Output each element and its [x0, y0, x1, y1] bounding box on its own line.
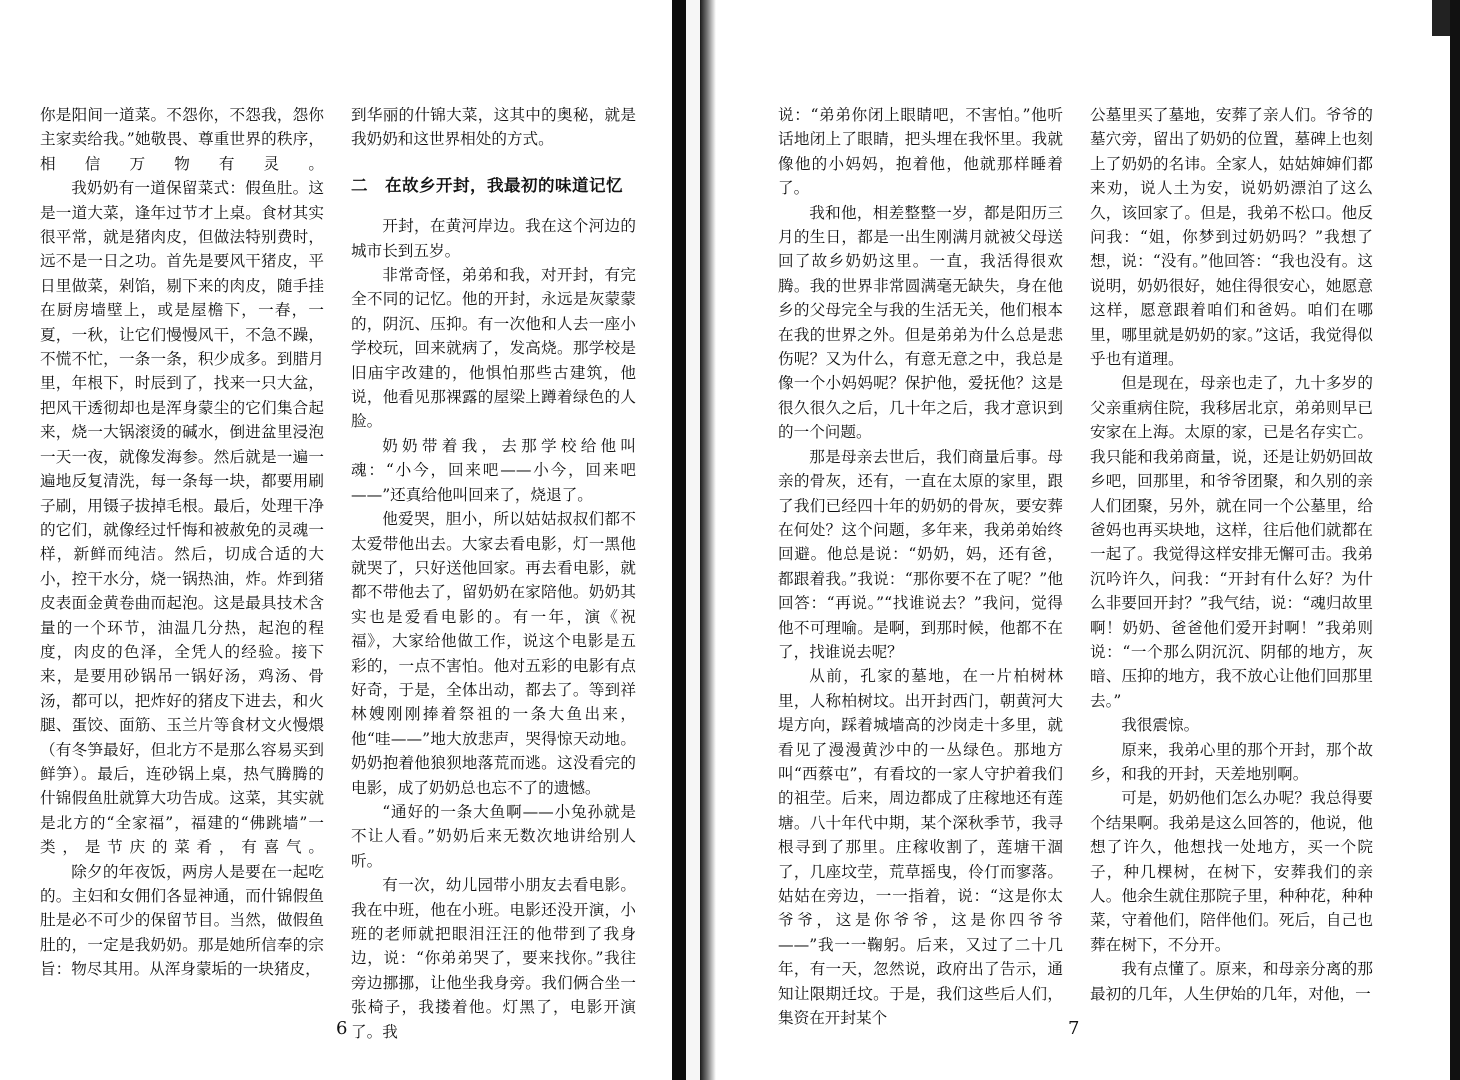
paragraph: 到华丽的什锦大菜，这其中的奥秘，就是我奶奶和这世界相处的方式。 [351, 106, 636, 149]
paragraph: 我和他，相差整整一岁，都是阳历三月的生日，都是一出生刚满月就被父母送回了故乡奶奶这里。一直，我活得很欢腾。我的世界非常圆满毫无缺失，身在他乡的父母完全与我的生活无关，他们根本在我的世界之外。但是弟弟为什么总是悲伤呢？又为什么，有意无意之中，我总是像一个小妈妈呢？保护他，爱抚他？这是很久很久之后，几十年之后，我才意识到的一个问题。 [778, 203, 1063, 442]
scan-edge-mark [1432, 0, 1450, 36]
paragraph: 奶奶带着我，去那学校给他叫魂：“小今，回来吧——小今，回来吧——”还真给他叫回来了，烧退了。 [351, 436, 636, 504]
paragraph: “通好的一条大鱼啊——小兔孙就是不让人看。”奶奶后来无数次地讲给别人听。 [351, 802, 636, 870]
paragraph: 可是，奶奶他们怎么办呢？我总得要个结果啊。我弟是这么回答的，他说，他想了许久，他想找一处地方，买一个院子，种几棵树，在树下，安葬我们的亲人。他余生就住那院子里，种种花，种种菜，守着他们，陪伴他们。死后，自己也葬在树下，不分开。 [1090, 789, 1373, 954]
paragraph: 说：“弟弟你闭上眼睛吧，不害怕。”他听话地闭上了眼睛，把头埋在我怀里。我就像他的小妈妈，抱着他，他就那样睡着了。 [778, 106, 1063, 198]
paragraph: 从前，孔家的墓地，在一片柏树林里，人称柏树坟。出开封西门，朝黄河大堤方向，踩着城墙高的沙岗走十多里，就看见了漫漫黄沙中的一丛绿色。那地方叫“西蔡屯”，有看坟的一家人守护着我们的祖茔。后来，周边都成了庄稼地还有莲塘。八十年代中期，某个深秋季节，我寻根寻到了那里。庄稼收割了，莲塘干涸了，几座坟茔，荒草摇曳，伶仃而寥落。姑姑在旁边，一一指着，说：“这是你太爷爷，这是你爷爷，这是你四爷爷——”我一一鞠躬。后来，又过了二十几年，有一天，忽然说，政府出了告示，通知让限期迁坟。于是，我们这些后人们，集资在开封某个 [778, 667, 1063, 1028]
left-page [0, 0, 672, 1080]
left-page-column-2 [351, 103, 636, 1044]
paragraph: 你是阳间一道菜。不怨你，不怨我，怨你主家卖给我。”她敬畏、尊重世界的秩序，相信万物有灵。 [40, 106, 324, 173]
paragraph: 有一次，幼儿园带小朋友去看电影。我在中班，他在小班。电影还没开演，小班的老师就把眼泪汪汪的他带到了我身边，说：“你弟弟哭了，要来找你。”我往旁边挪挪，让他坐我身旁。我们俩合坐一张椅子，我搂着他。灯黑了，电影开演了。我 [351, 876, 636, 1041]
paragraph: 我有点懂了。原来，和母亲分离的那最初的几年，人生伊始的几年，对他，一 [1090, 960, 1373, 1003]
paragraph: 我很震惊。 [1121, 716, 1200, 735]
left-page-column-1 [40, 103, 324, 982]
paragraph: 那是母亲去世后，我们商量后事。母亲的骨灰，还有，一直在太原的家里，跟了我们已经四十年的奶奶的骨灰，要安葬在何处？这个问题，多年来，我弟弟始终回避。他总是说：“奶奶，妈，还有爸，都跟着我。”我说：“那你要不在了呢？”他回答：“再说。”“找谁说去？”我问，觉得他不可理喻。是啊，到那时候，他都不在了，找谁说去呢？ [778, 447, 1063, 661]
paragraph: 但是现在，母亲也走了，九十多岁的父亲重病住院，我移居北京，弟弟则早已安家在上海。太原的家，已是名存实亡。我只能和我弟商量，说，还是让奶奶回故乡吧，回那里，和爷爷团聚，和久别的亲人们团聚，另外，就在同一个公墓里，给爸妈也再买块地，这样，往后他们就都在一起了。我觉得这样安排无懈可击。我弟沉吟许久，问我：“开封有什么好？为什么非要回开封？”我气结，说：“魂归故里啊！奶奶、爸爸他们爱开封啊！”我弟则说：“一个那么阴沉沉、阴郁的地方，灰暗、压抑的地方，我不放心让他们回那里去。” [1090, 374, 1373, 710]
right-page [716, 0, 1460, 1080]
paragraph: 公墓里买了墓地，安葬了亲人们。爷爷的墓穴旁，留出了奶奶的位置，墓碑上也刻上了奶奶的名讳。全家人，姑姑婶婶们都来劝，说人土为安，说奶奶漂泊了这么久，该回家了。但是，我弟不松口。他反问我：“姐，你梦到过奶奶吗？”我想了想，说：“没有。”他回答：“我也没有。这说明，奶奶很好，她住得很安心，她愿意这样，愿意跟着咱们和爸妈。咱们在哪里，哪里就是奶奶的家。”这话，我觉得似乎也有道理。 [1090, 106, 1373, 369]
scan-edge [1450, 0, 1460, 1080]
book-spine-shadow [672, 0, 686, 1080]
paragraph: 他爱哭，胆小，所以姑姑叔叔们都不太爱带他出去。大家去看电影，灯一黑他就哭了，只好送他回家。再去看电影，就都不带他去了，留奶奶在家陪他。奶奶其实也是爱看电影的。有一年，演《祝福》，大家给他做工作，说这个电影是五彩的，一点不害怕。他对五彩的电影有点好奇，于是，全体出动，都去了。等到祥林嫂刚刚捧着祭祖的一条大鱼出来，他“哇——”地大放悲声，哭得惊天动地。奶奶抱着他狼狈地落荒而逃。这没看完的电影，成了奶奶总也忘不了的遗憾。 [351, 510, 636, 797]
page-number-right: 7 [1068, 1018, 1080, 1039]
paragraph: 开封，在黄河岸边。我在这个河边的城市长到五岁。 [351, 217, 636, 260]
paragraph: 除夕的年夜饭，两房人是要在一起吃的。主妇和女佣们各显神通，而什锦假鱼肚是必不可少的保留节目。当然，做假鱼肚的，一定是我奶奶。那是她所信奉的宗旨：物尽其用。从浑身蒙垢的一块猪皮， [40, 862, 324, 979]
right-page-column-1 [778, 103, 1063, 1030]
book-gutter [686, 0, 700, 1080]
paragraph: 我奶奶有一道保留菜式：假鱼肚。这是一道大菜，逢年过节才上桌。食材其实很平常，就是猪肉皮，但做法特别费时，远不是一日之功。首先是要风干猪皮，平日里做菜，剁馅，剔下来的肉皮，随手挂在厨房墙壁上，或是屋檐下，一春，一夏，一秋，让它们慢慢风干，不急不躁，不慌不忙，一条一条，积少成多。到腊月里，年根下，时辰到了，找来一只大盆，把风干透彻却也是浑身蒙尘的它们集合起来，烧一大锅滚烫的碱水，倒进盆里浸泡一天一夜，就像发海参。然后就是一遍一遍地反复清洗，每一条每一块，都要用刷子刷，用镊子拔掉毛根。最后，处理干净的它们，就像经过忏悔和被赦免的灵魂一样，新鲜而纯洁。然后，切成合适的大小，控干水分，烧一锅热油，炸。炸到猪皮表面金黄卷曲而起泡。这是最具技术含量的一个环节，油温几分热，起泡的程度，肉皮的色泽，全凭人的经验。接下来，是要用砂锅吊一锅好汤，鸡汤、骨汤，都可以，把炸好的猪皮下进去，和火腿、蛋饺、面筋、玉兰片等食材文火慢煨（有冬笋最好，但北方不是那么容易买到鲜笋）。最后，连砂锅上桌，热气腾腾的什锦假鱼肚就算大功告成。这菜，其实就是北方的“全家福”，福建的“佛跳墙”一类，是节庆的菜肴，有喜气。 [40, 179, 324, 857]
page-number-left: 6 [336, 1018, 348, 1039]
right-page-column-2 [1090, 103, 1373, 1006]
paragraph: 非常奇怪，弟弟和我，对开封，有完全不同的记忆。他的开封，永远是灰蒙蒙的，阴沉、压抑。有一次他和人去一座小学校玩，回来就病了，发高烧。那学校是旧庙宇改建的，他惧怕那些古建筑，他说，他看见那裸露的屋梁上蹲着绿色的人脸。 [351, 266, 636, 431]
page-curl-shadow [700, 0, 716, 1080]
section-title: 二 在故乡开封，我最初的味道记忆 [351, 175, 623, 195]
paragraph: 原来，我弟心里的那个开封，那个故乡，和我的开封，天差地别啊。 [1090, 740, 1373, 783]
